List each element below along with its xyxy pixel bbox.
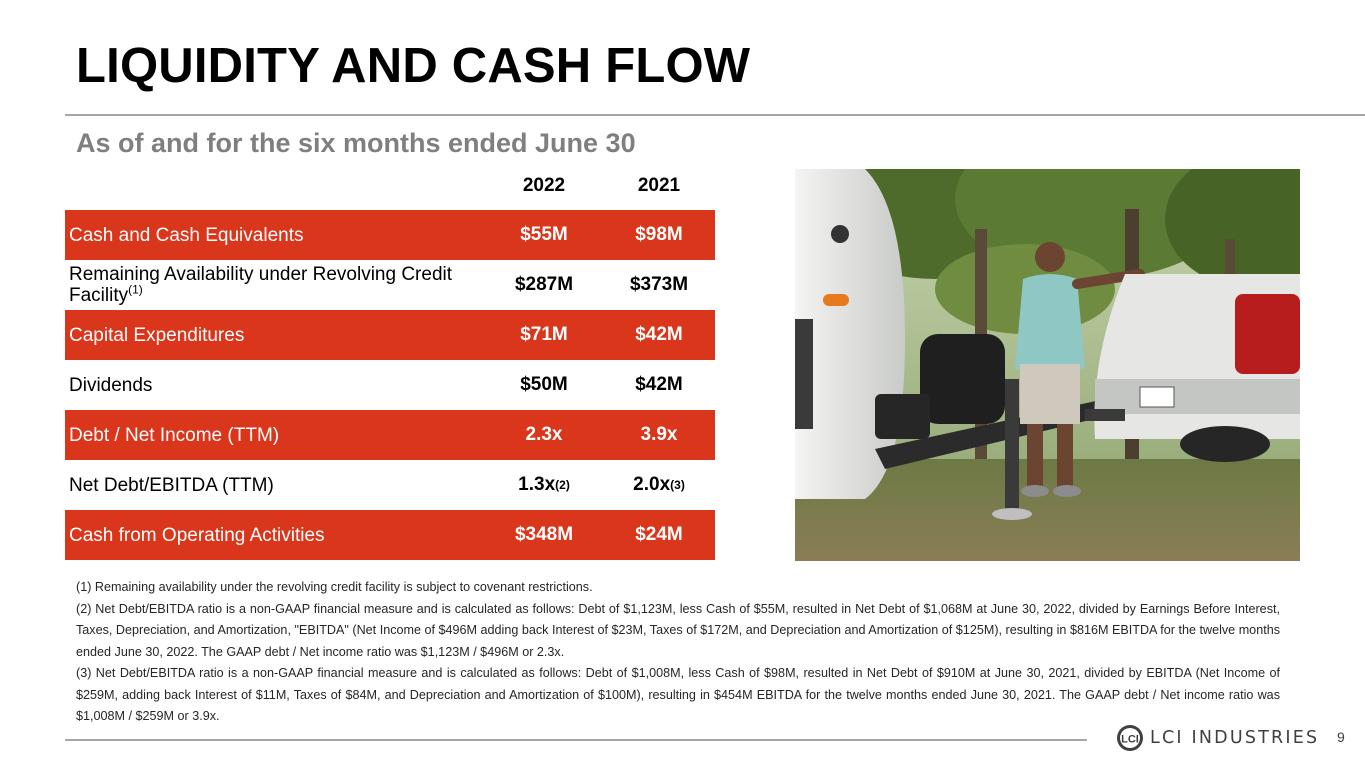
row-label: Dividends	[69, 374, 153, 396]
row-label: Debt / Net Income (TTM)	[69, 424, 280, 446]
value-2021: $42M	[635, 374, 683, 395]
company-logo	[1116, 724, 1319, 752]
label-footnote-marker: (1)	[128, 282, 143, 297]
column-header-2021: 2021	[637, 175, 681, 196]
value-2022: $50M	[520, 374, 568, 395]
page-number: 9	[1337, 729, 1345, 745]
row-label: Net Debt/EBITDA (TTM)	[69, 474, 274, 496]
table-row	[65, 260, 715, 310]
table-row	[65, 210, 715, 260]
value-2021: $373M	[629, 274, 689, 295]
value-2022: $71M	[520, 324, 568, 345]
value-2021: 2.0x (3)	[633, 474, 685, 495]
rv-trailer-hitch-photo	[795, 169, 1300, 561]
footnote: (2) Net Debt/EBITDA ratio is a non-GAAP financial measure and is calculated as follows: Debt of $1,123M, less Cash of $55M, resulted in Net Debt of $1,068M at June 30, 2022, divided by Earnings Before Interest, Taxes, Depreciation, and Amortization, "EBITDA" (Net Income of $496M adding back Interest of $23M, Taxes of $172M, and Depreciation and Amortization of $125M), resulting in $816M EBITDA for the twelve months ended June 30, 2022. The GAAP debt / Net income ratio was $1,123M / $496M or 2.3x.	[76, 601, 1280, 659]
row-label: Cash and Cash Equivalents	[69, 224, 304, 246]
table-row	[65, 310, 715, 360]
value-2021: $24M	[635, 524, 683, 545]
footer-divider	[65, 739, 1087, 741]
row-label: Cash from Operating Activities	[69, 524, 325, 546]
table-row	[65, 460, 715, 510]
metrics-table	[65, 210, 715, 560]
value-2021: $42M	[635, 324, 683, 345]
value-2021: 3.9x	[640, 424, 678, 445]
lci-logo-icon	[1116, 724, 1144, 752]
page-subtitle: As of and for the six months ended June 30	[76, 128, 636, 158]
table-row	[65, 410, 715, 460]
table-row	[65, 360, 715, 410]
footnote: (3) Net Debt/EBITDA ratio is a non-GAAP financial measure and is calculated as follows: Debt of $1,008M, less Cash of $98M, resulted in Net Debt of $910M at June 30, 2021, divided by EBITDA (Net Income of $259M, adding back Interest of $11M, Taxes of $84M, and Depreciation and Amortization of $100M), resulting in $454M EBITDA for the twelve months ended June 30, 2021. The GAAP debt / Net income ratio was $1,008M / $259M or 3.9x.	[76, 666, 1280, 723]
value-2021: $98M	[635, 224, 683, 245]
value-2022: 2.3x	[525, 424, 563, 445]
row-label: Remaining Availability under Revolving Credit Facility$^{(1)}$	[69, 264, 453, 306]
page-title: LIQUIDITY AND CASH FLOW	[76, 39, 751, 93]
value-2022: 1.3x (2)	[518, 474, 570, 495]
title-divider	[65, 114, 1365, 116]
svg-text:LCI: LCI	[1121, 733, 1139, 746]
value-2022: $55M	[520, 224, 568, 245]
footnote: (1) Remaining availability under the revolving credit facility is subject to covenant restrictions.	[76, 580, 593, 594]
table-row	[65, 510, 715, 560]
logo-wordmark: LCI INDUSTRIES	[1150, 728, 1320, 748]
footnotes	[76, 577, 1280, 728]
value-2022: $287M	[514, 274, 574, 295]
value-2022: $348M	[514, 524, 574, 545]
column-header-2022: 2022	[522, 175, 566, 196]
row-label: Capital Expenditures	[69, 324, 245, 346]
